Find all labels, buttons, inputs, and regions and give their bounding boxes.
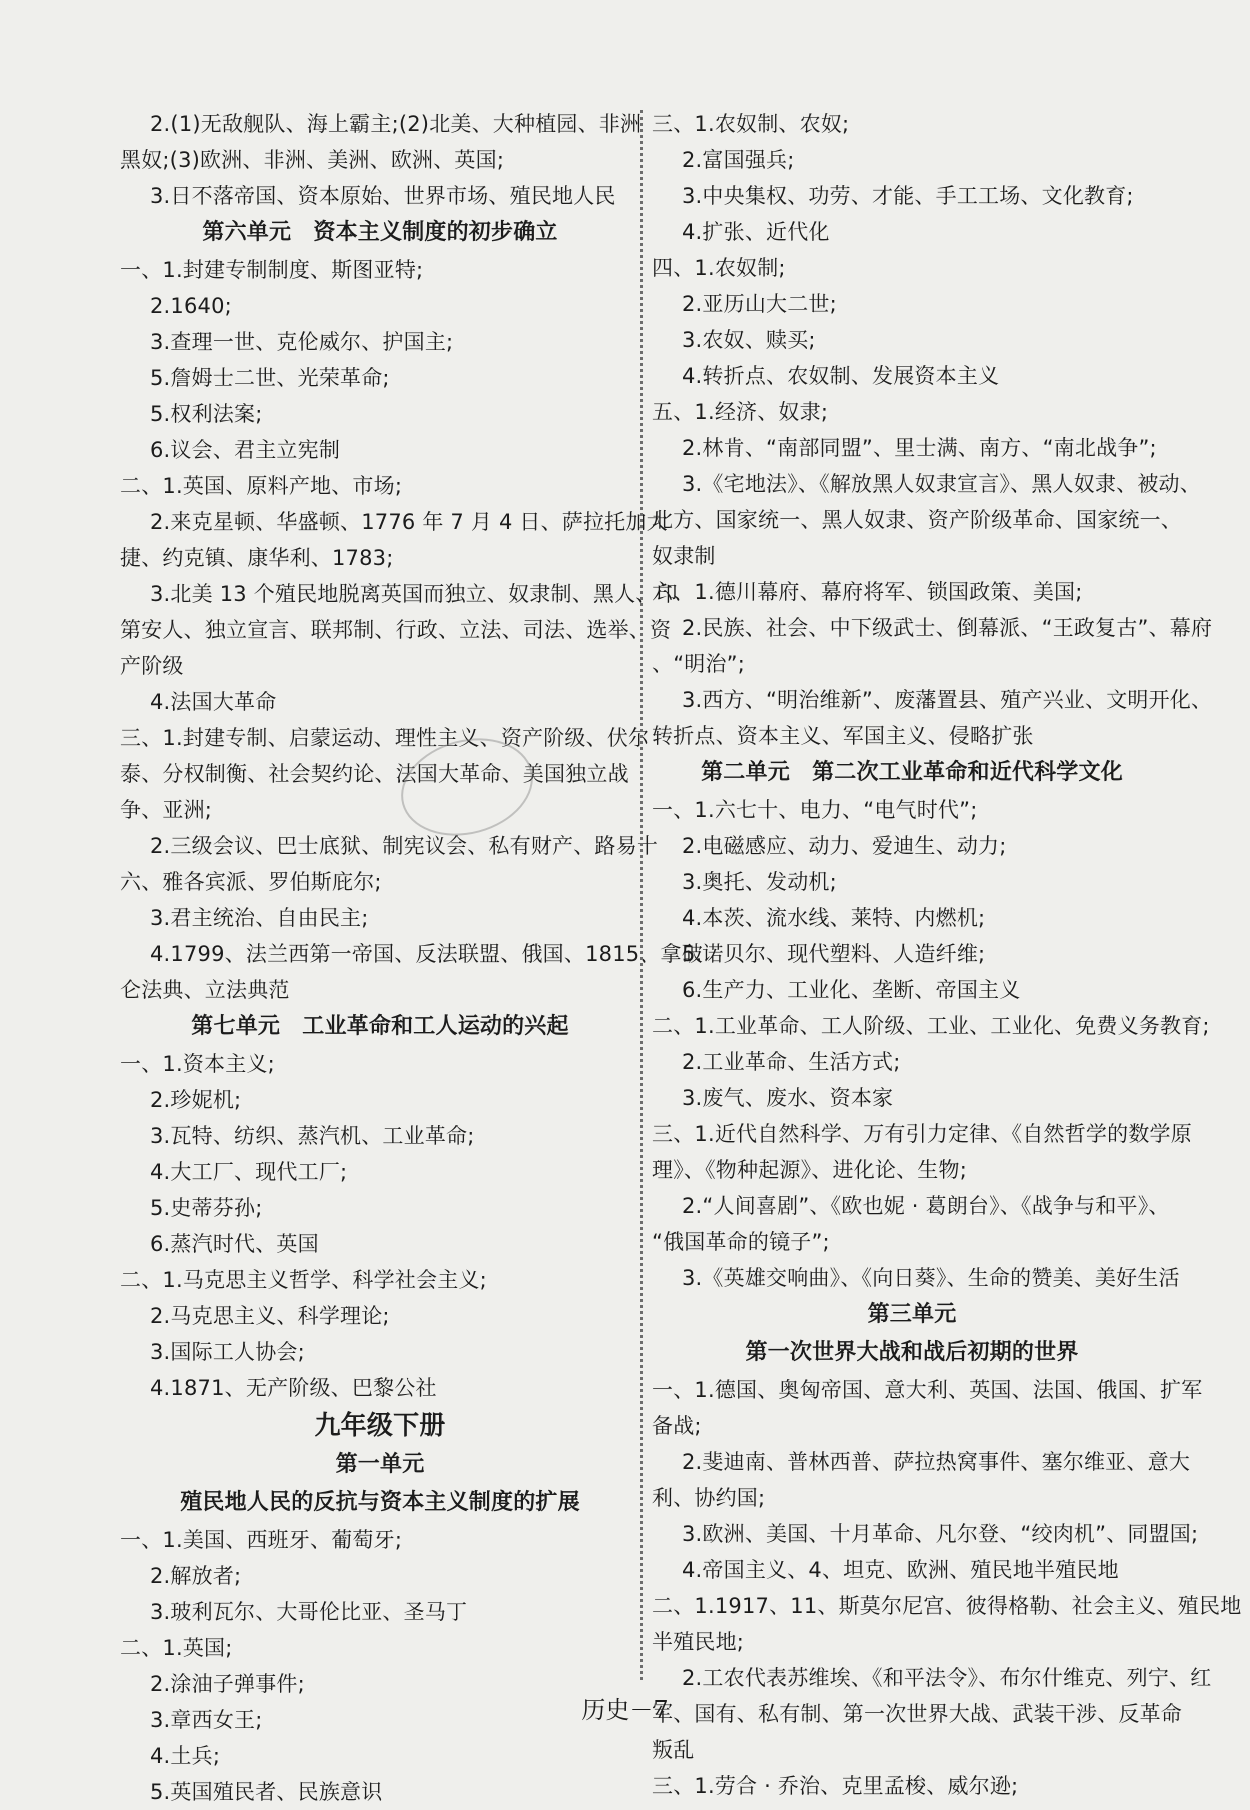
answer-line: 5.权利法案;	[150, 402, 263, 426]
answer-line: 2.来克星顿、华盛顿、1776 年 7 月 4 日、萨拉托加大	[150, 510, 668, 534]
answer-line: 2.富国强兵;	[682, 148, 795, 172]
answer-line: 3.君主统治、自由民主;	[150, 906, 369, 930]
answer-line: 5.英国殖民者、民族意识	[150, 1780, 383, 1804]
answer-line: 2.(1)无敌舰队、海上霸主;(2)北美、大种植园、非洲	[150, 112, 642, 136]
answer-line: 半殖民地;	[652, 1630, 745, 1654]
answer-line: 三、1.近代自然科学、万有引力定律、《自然哲学的数学原	[652, 1122, 1192, 1146]
answer-line: 一、1.美国、西班牙、葡萄牙;	[120, 1528, 403, 1552]
section-heading: 第七单元 工业革命和工人运动的兴起	[191, 1014, 569, 1039]
answer-line: 北方、国家统一、黑人奴隶、资产阶级革命、国家统一、	[652, 508, 1182, 532]
answer-line: 仑法典、立法典范	[120, 978, 290, 1002]
answer-line: 4.土兵;	[150, 1744, 221, 1768]
answer-line: 泰、分权制衡、社会契约论、法国大革命、美国独立战	[120, 762, 629, 786]
answer-line: 六、1.德川幕府、幕府将军、锁国政策、美国;	[652, 580, 1083, 604]
answer-line: 理》、《物种起源》、进化论、生物;	[652, 1158, 967, 1182]
page-footer: 历史－7	[581, 1696, 669, 1724]
answer-line: 争、亚洲;	[120, 798, 213, 822]
section-heading: 第一单元	[335, 1452, 425, 1477]
answer-line: 第安人、独立宣言、联邦制、行政、立法、司法、选举、资	[120, 618, 672, 642]
answer-line: 2.涂油子弹事件;	[150, 1672, 305, 1696]
answer-line: 利、协约国;	[652, 1486, 766, 1510]
answer-line: 3.废气、废水、资本家	[682, 1086, 894, 1110]
answer-line: 3.中央集权、功劳、才能、手工工场、文化教育;	[682, 184, 1134, 208]
answer-line: 军、国有、私有制、第一次世界大战、武装干涉、反革命	[652, 1702, 1182, 1726]
answer-line: 4.大工厂、现代工厂;	[150, 1160, 348, 1184]
answer-line: 2.斐迪南、普林西普、萨拉热窝事件、塞尔维亚、意大	[682, 1450, 1191, 1474]
answer-line: 捷、约克镇、康华利、1783;	[120, 546, 394, 570]
answer-line: 转折点、资本主义、军国主义、侵略扩张	[652, 724, 1034, 748]
answer-line: 3.查理一世、克伦威尔、护国主;	[150, 330, 454, 354]
answer-line: 3.《宅地法》、《解放黑人奴隶宣言》、黑人奴隶、被动、	[682, 472, 1201, 496]
answer-line: 6.生产力、工业化、垄断、帝国主义	[682, 978, 1021, 1002]
answer-line: 2.三级会议、巴士底狱、制宪议会、私有财产、路易十	[150, 834, 659, 858]
answer-line: 3.《英雄交响曲》、《向日葵》、生命的赞美、美好生活	[682, 1266, 1180, 1290]
answer-line: 2.工农代表苏维埃、《和平法令》、布尔什维克、列宁、红	[682, 1666, 1212, 1690]
answer-line: 2.林肯、“南部同盟”、里士满、南方、“南北战争”;	[682, 436, 1157, 460]
answer-line: 二、1.1917、11、斯莫尔尼宫、彼得格勒、社会主义、殖民地	[652, 1594, 1242, 1618]
answer-line: 5.史蒂芬孙;	[150, 1196, 263, 1220]
column-divider	[640, 110, 643, 1680]
answer-line: 3.日不落帝国、资本原始、世界市场、殖民地人民	[150, 184, 616, 208]
section-heading: 九年级下册	[314, 1411, 446, 1441]
answer-line: 3.国际工人协会;	[150, 1340, 305, 1364]
answer-line: 一、1.封建专制制度、斯图亚特;	[120, 258, 424, 282]
answer-line: 4.1799、法兰西第一帝国、反法联盟、俄国、1815、拿破	[150, 942, 703, 966]
answer-line: 2.马克思主义、科学理论;	[150, 1304, 390, 1328]
answer-line: 黑奴;(3)欧洲、非洲、美洲、欧洲、英国;	[120, 148, 505, 172]
answer-line: 4.1871、无产阶级、巴黎公社	[150, 1376, 437, 1400]
answer-line: 3.瓦特、纺织、蒸汽机、工业革命;	[150, 1124, 475, 1148]
answer-line: 2.工业革命、生活方式;	[682, 1050, 901, 1074]
answer-line: 2.电磁感应、动力、爱迪生、动力;	[682, 834, 1007, 858]
answer-line: 2.民族、社会、中下级武士、倒幕派、“王政复古”、幕府	[682, 616, 1213, 640]
answer-line: 4.法国大革命	[150, 690, 277, 714]
answer-line: 2.亚历山大二世;	[682, 292, 837, 316]
answer-line: 4.扩张、近代化	[682, 220, 830, 244]
answer-line: 六、雅各宾派、罗伯斯庇尔;	[120, 870, 382, 894]
section-heading: 第三单元	[867, 1302, 957, 1327]
answer-line: 三、1.劳合 · 乔治、克里孟梭、威尔逊;	[652, 1774, 1019, 1798]
answer-line: 一、1.六七十、电力、“电气时代”;	[652, 798, 978, 822]
section-heading: 第二单元 第二次工业革命和近代科学文化	[701, 760, 1123, 785]
answer-line: 4.转折点、农奴制、发展资本主义	[682, 364, 1000, 388]
answer-line: 6.议会、君主立宪制	[150, 438, 341, 462]
answer-line: 3.奥托、发动机;	[682, 870, 837, 894]
answer-line: 4.本茨、流水线、莱特、内燃机;	[682, 906, 986, 930]
answer-line: 3.欧洲、美国、十月革命、凡尔登、“绞肉机”、同盟国;	[682, 1522, 1199, 1546]
answer-line: 3.西方、“明治维新”、废藩置县、殖产兴业、文明开化、	[682, 688, 1213, 712]
answer-line: 6.蒸汽时代、英国	[150, 1232, 319, 1256]
answer-line: “俄国革命的镜子”;	[652, 1230, 830, 1254]
section-heading: 殖民地人民的反抗与资本主义制度的扩展	[180, 1490, 580, 1515]
right-column	[652, 106, 1242, 1804]
section-heading: 第一次世界大战和战后初期的世界	[745, 1340, 1079, 1365]
answer-line: 3.章西女王;	[150, 1708, 263, 1732]
answer-line: 4.帝国主义、4、坦克、欧洲、殖民地半殖民地	[682, 1558, 1119, 1582]
answer-line: 3.农奴、赎买;	[682, 328, 816, 352]
answer-line: 三、1.封建专制、启蒙运动、理性主义、资产阶级、伏尔	[120, 726, 650, 750]
answer-line: 5.詹姆士二世、光荣革命;	[150, 366, 390, 390]
answer-line: 四、1.农奴制;	[652, 256, 786, 280]
answer-line: 三、1.农奴制、农奴;	[652, 112, 850, 136]
answer-line: 奴隶制	[652, 544, 716, 568]
answer-line: 备战;	[652, 1414, 702, 1438]
answer-line: 二、1.工业革命、工人阶级、工业、工业化、免费义务教育;	[652, 1014, 1210, 1038]
section-heading: 第六单元 资本主义制度的初步确立	[202, 220, 558, 245]
answer-line: 二、1.马克思主义哲学、科学社会主义;	[120, 1268, 487, 1292]
answer-line: 2.珍妮机;	[150, 1088, 242, 1112]
answer-line: 一、1.资本主义;	[120, 1052, 275, 1076]
answer-line: 2.1640;	[150, 294, 232, 318]
answer-line: 3.北美 13 个殖民地脱离英国而独立、奴隶制、黑人、印	[150, 582, 678, 606]
answer-line: 二、1.英国;	[120, 1636, 233, 1660]
answer-line: 叛乱	[652, 1738, 695, 1762]
answer-line: 一、1.德国、奥匈帝国、意大利、英国、法国、俄国、扩军	[652, 1378, 1203, 1402]
answer-line: 产阶级	[120, 654, 184, 678]
answer-line: 五、1.经济、奴隶;	[652, 400, 829, 424]
answer-line: 2.解放者;	[150, 1564, 242, 1588]
answer-line: 3.玻利瓦尔、大哥伦比亚、圣马丁	[150, 1600, 468, 1624]
answer-line: 5.诺贝尔、现代塑料、人造纤维;	[682, 942, 986, 966]
answer-line: 、“明治”;	[652, 652, 746, 676]
answer-line: 2.“人间喜剧”、《欧也妮 · 葛朗台》、《战争与和平》、	[682, 1194, 1170, 1218]
answer-line: 二、1.英国、原料产地、市场;	[120, 474, 403, 498]
